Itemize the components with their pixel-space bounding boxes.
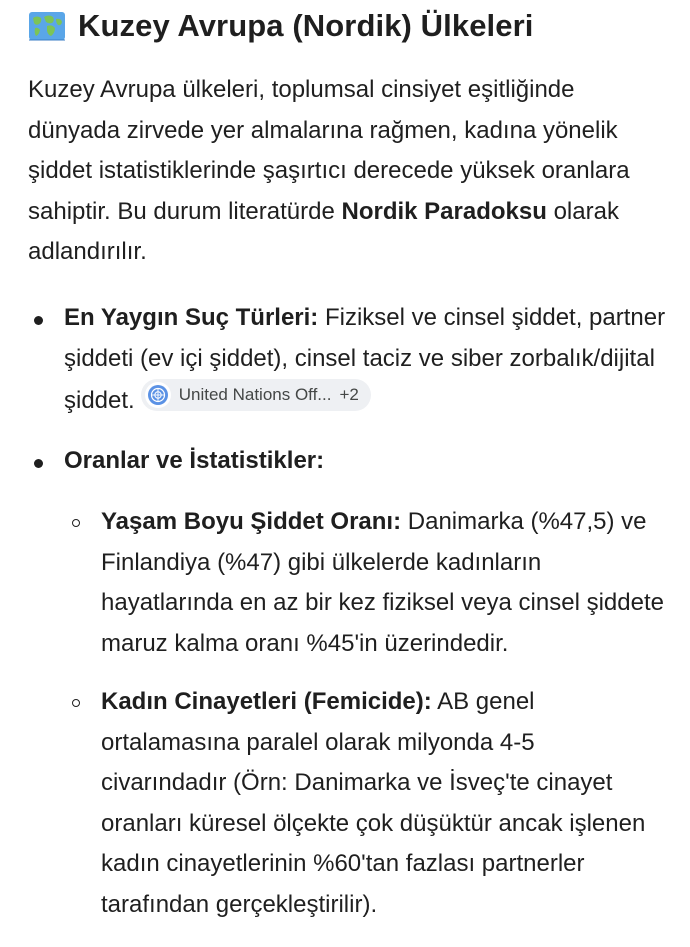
bullet-dot: [34, 316, 43, 325]
source-chip-label: United Nations Off...: [178, 384, 332, 404]
section-title: Kuzey Avrupa (Nordik) Ülkeleri: [78, 8, 534, 43]
sub-list-item-text: [101, 502, 676, 664]
source-chip-count: +2: [339, 384, 359, 404]
sub-list-item-text: [101, 682, 661, 925]
intro-bold-term: Nordik Paradoksu: [341, 197, 547, 225]
intro-paragraph: [28, 70, 673, 273]
intro-text: Kuzey Avrupa ülkeleri, toplumsal cinsiyet eşitliğinde dünyada zirvede yer almalarına rağmen, kadına yönelik şiddet istatistiklerinde şaşırtıcı derecede yüksek oranlara sahiptir. Bu durum literatürde: [28, 76, 630, 225]
source-chip[interactable]: [141, 379, 371, 411]
list-item-text: [64, 441, 674, 482]
sub-bullet-ring: [72, 699, 80, 707]
list-item-body: Fiziksel ve cinsel şiddet, partner şiddeti (ev içi şiddet), cinsel taciz ve siber zorbalık/dijital şiddet.: [64, 304, 666, 414]
sub-list-item-body: AB genel ortalamasına paralel olarak milyonda 4-5 civarındadır (Örn: Danimarka ve İsveç'te cinayet oranları küresel ölçekte çok düşüktür ancak işlenen kadın cinayetlerinin %60'tan fazlası partnerler tarafından gerçekleştirilir).: [101, 688, 646, 918]
sub-bullet-ring: [72, 519, 80, 527]
sub-list-item-label: Kadın Cinayetleri (Femicide):: [101, 688, 432, 715]
section-heading: [28, 4, 533, 48]
sub-list-item-label: Yaşam Boyu Şiddet Oranı:: [101, 508, 402, 535]
list-item-text: [64, 298, 674, 422]
united-nations-icon: [145, 382, 171, 408]
sub-list-item-body: Danimarka (%47,5) ve Finlandiya (%47) gibi ülkelerde kadınların hayatlarında en az bir kez fiziksel veya cinsel şiddete maruz kalma oranı %45'in üzerindedir.: [101, 508, 664, 657]
bullet-dot: [34, 459, 43, 468]
list-item-label: En Yaygın Suç Türleri:: [64, 304, 319, 331]
intro-text-end: olarak adlandırılır.: [28, 197, 619, 265]
world-map-icon: [28, 9, 66, 43]
list-item-label: Oranlar ve İstatistikler:: [64, 447, 325, 474]
